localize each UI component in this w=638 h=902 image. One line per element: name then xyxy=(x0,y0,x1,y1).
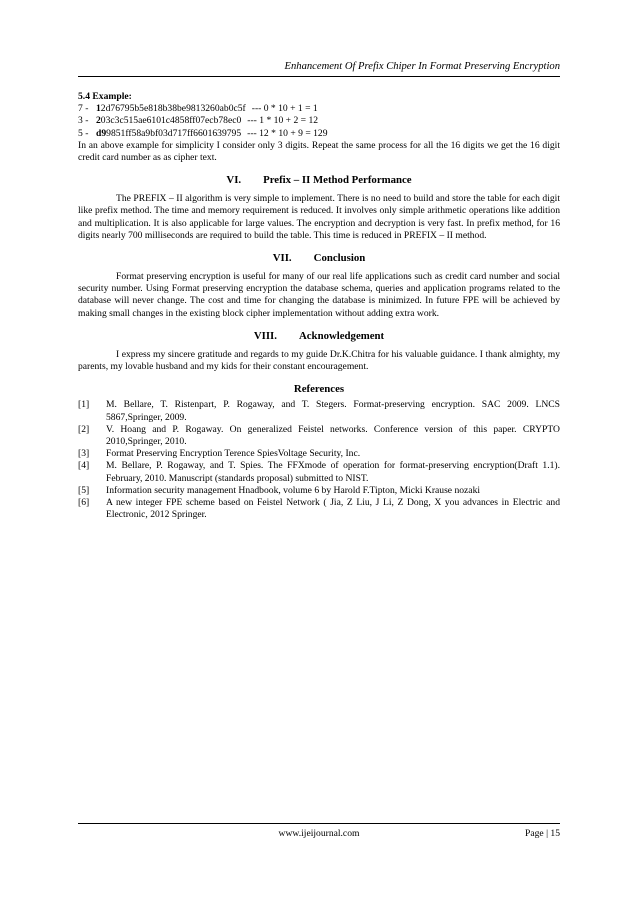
reference-number: [2] xyxy=(78,423,90,435)
reference-item xyxy=(78,424,560,448)
section-paragraph-acknowledgement: I express my sincere gratitude and regards to my guide Dr.K.Chitra for his valuable guidance. I thank almighty, my parents, my lovable husband and my kids for their constant encouragement. xyxy=(78,348,560,373)
section-number: VIII. xyxy=(253,329,277,342)
reference-item xyxy=(78,485,560,497)
example-digit: 3 - xyxy=(78,115,89,127)
reference-item xyxy=(78,497,560,521)
reference-number: [5] xyxy=(78,484,90,496)
example-calculation: --- 1 * 10 + 2 = 12 xyxy=(247,115,319,127)
section-heading-conclusion xyxy=(78,252,560,265)
section-number: VII. xyxy=(272,252,292,265)
section-title: Acknowledgement xyxy=(298,329,385,342)
section-number: VI. xyxy=(226,174,242,187)
reference-number: [6] xyxy=(78,497,90,509)
example-hash: 03c3c515ae6101c4858ff07ecb78ec0 xyxy=(100,115,242,127)
example-block xyxy=(78,91,560,164)
section-heading-acknowledgement xyxy=(78,330,560,343)
example-calculation: --- 12 * 10 + 9 = 129 xyxy=(247,127,328,139)
running-title: Enhancement Of Prefix Chiper In Format Preserving Encryption xyxy=(284,61,560,72)
example-line xyxy=(78,103,560,115)
example-calculation: --- 0 * 10 + 1 = 1 xyxy=(251,103,318,115)
example-hash: 9851ff58a9bf03d717ff6601639795 xyxy=(106,127,242,139)
section-title: Conclusion xyxy=(313,252,366,265)
example-note: In an above example for simplicity I consider only 3 digits. Repeat the same process for all the 16 digits we get the 16 digit credit card number as as cipher text. xyxy=(78,139,560,164)
example-title: 5.4 Example: xyxy=(78,91,132,102)
body-content xyxy=(78,91,560,521)
references-heading: References xyxy=(293,383,345,396)
reference-item xyxy=(78,399,560,423)
reference-item xyxy=(78,448,560,460)
page-number: Page | 15 xyxy=(525,828,560,839)
reference-text: Format Preserving Encryption Terence SpiesVoltage Security, Inc. xyxy=(106,448,361,460)
section-paragraph-conclusion: Format preserving encryption is useful for many of our real life applications such as credit card number and social security number. Using Format preserving encryption the database schema, queries and application programs related to the database will never change. The cost and time for changing the database is minimized. In future FPE will be achieved by making small changes in the existing block cipher implementation without adding extra work. xyxy=(78,271,560,319)
reference-text: M. Bellare, P. Rogaway, and T. Spies. The FFXmode of operation for format-preserving encryption(Draft 1.1). February, 2010. Manuscript (standards proposal) submitted to NIST. xyxy=(106,460,560,484)
example-hash: 2d76795b5e818b38be9813260ab0c5f xyxy=(100,103,246,115)
example-hash-lead: d9 xyxy=(96,127,107,139)
reference-text: A new integer FPE scheme based on Feistel Network ( Jia, Z Liu, J Li, Z Dong, X you advances in Electric and Electronic, 2012 Springer. xyxy=(106,497,560,521)
reference-text: M. Bellare, T. Ristenpart, P. Rogaway, and T. Stegers. Format-preserving encryption. SAC 2009. LNCS 5867,Springer, 2009. xyxy=(106,399,560,423)
example-line xyxy=(78,115,560,127)
example-hash-lead: 1 xyxy=(96,103,101,115)
section-heading-performance xyxy=(78,174,560,187)
reference-number: [3] xyxy=(78,448,90,460)
references-list xyxy=(78,399,560,521)
page-footer xyxy=(78,823,560,844)
reference-text: V. Hoang and P. Rogaway. On generalized Feistel networks. Conference version of this paper. CRYPTO 2010,Springer, 2010. xyxy=(106,423,560,448)
example-digit: 7 - xyxy=(78,103,89,115)
section-title: Prefix – II Method Performance xyxy=(263,174,412,187)
reference-text: Information security management Hnadbook, volume 6 by Harold F.Tipton, Micki Krause nozaki xyxy=(106,484,481,496)
running-header xyxy=(78,60,560,77)
example-line xyxy=(78,128,560,140)
example-digit: 5 - xyxy=(78,127,89,139)
reference-item xyxy=(78,460,560,484)
journal-url[interactable]: www.ijeijournal.com xyxy=(278,828,360,839)
reference-number: [4] xyxy=(78,460,90,472)
example-hash-lead: 2 xyxy=(96,115,101,127)
reference-number: [1] xyxy=(78,399,90,411)
section-paragraph-performance: The PREFIX – II algorithm is very simple to implement. There is no need to build and store the table for each digit like prefix method. The time and memory requirement is reduced. It involves only simple arithmetic operations like addition and multiplication. It is also applicable for large values. The encryption and decryption is very fast. In prefix method, for 16 digits nearly 700 milliseconds are required to build the table. This time is reduced in PREFIX – II method. xyxy=(78,193,560,241)
